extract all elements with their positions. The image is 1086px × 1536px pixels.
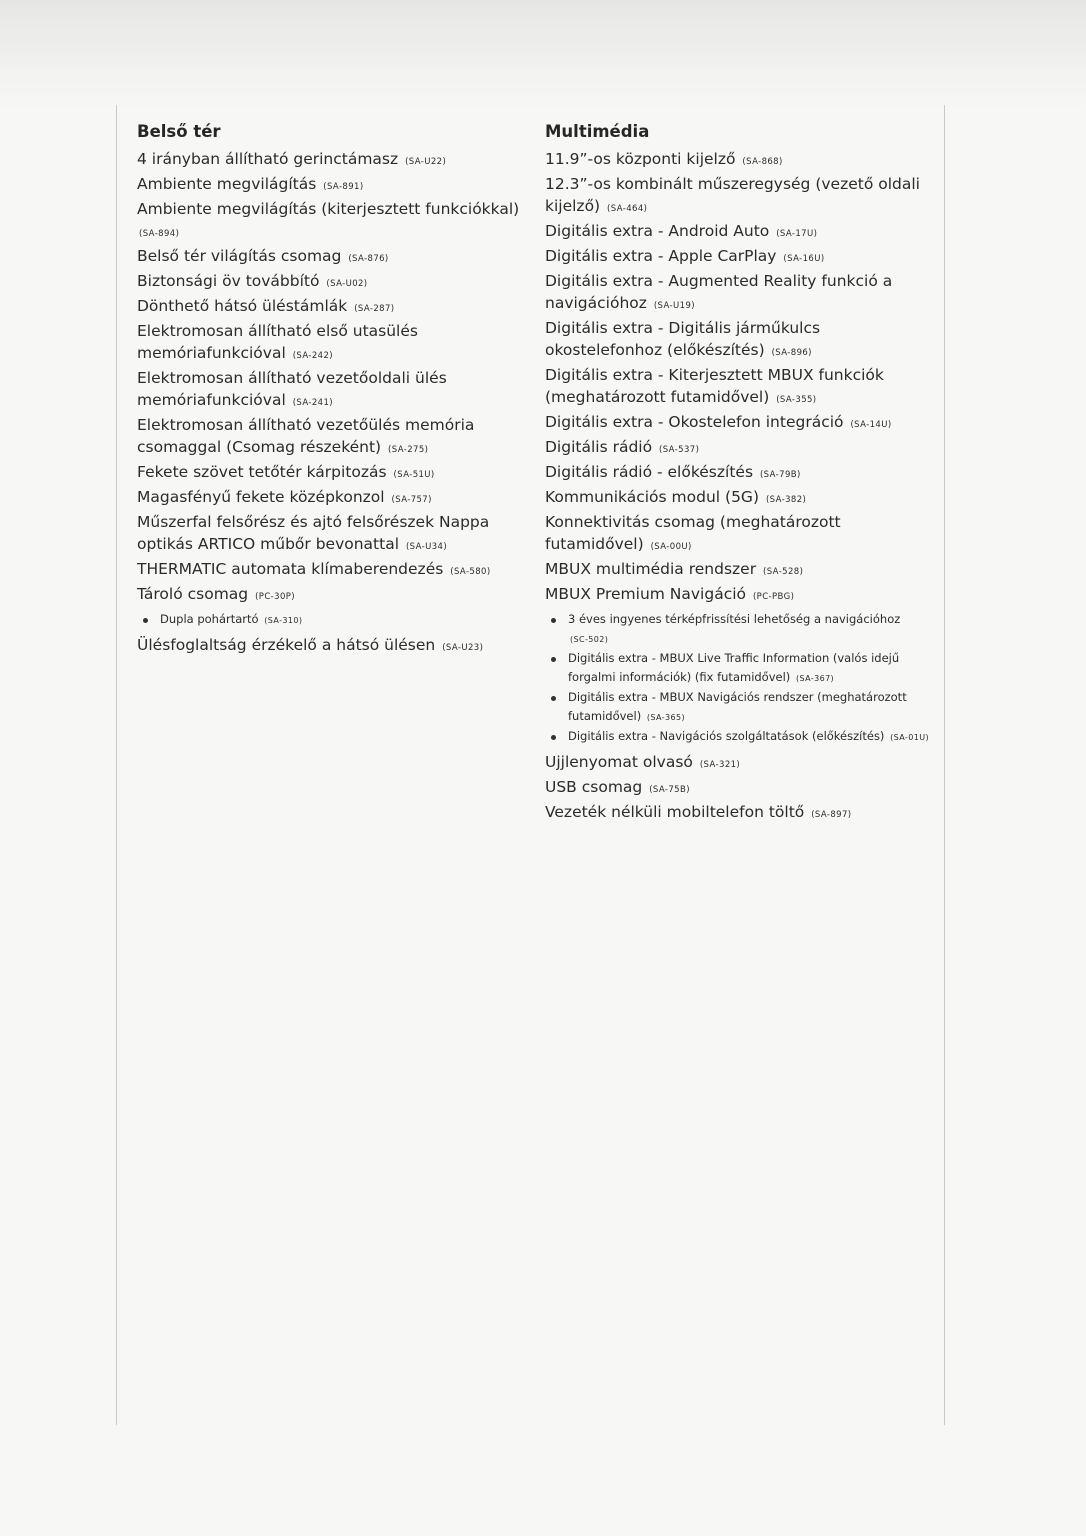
feature-item: Biztonsági öv továbbító (SA-U02)	[137, 272, 368, 290]
sub-feature-item: Digitális extra - Navigációs szolgáltatások (előkészítés) (SA-01U)	[545, 727, 930, 747]
feature-item: Digitális extra - Apple CarPlay (SA-16U)	[545, 247, 825, 265]
feature-item: 4 irányban állítható gerinctámasz (SA-U22)	[137, 150, 447, 168]
sub-feature-item: Dupla pohártartó (SA-310)	[137, 610, 522, 630]
scan-shading	[0, 0, 1086, 110]
feature-item: Digitális extra - Digitális járműkulcs okostelefonhoz (előkészítés) (SA-896)	[545, 319, 821, 359]
feature-item: Vezeték nélküli mobiltelefon töltő (SA-897)	[545, 803, 852, 821]
feature-item: USB csomag (SA-75B)	[545, 778, 690, 796]
package-contents	[137, 610, 522, 630]
feature-item: Digitális rádió - előkészítés (SA-79B)	[545, 463, 801, 481]
feature-item: Belső tér világítás csomag (SA-876)	[137, 247, 389, 265]
feature-item: Kommunikációs modul (5G) (SA-382)	[545, 488, 807, 506]
multimedia-section	[545, 122, 930, 826]
feature-item: Elektromosan állítható vezetőülés memória csomaggal (Csomag részeként) (SA-275)	[137, 416, 475, 456]
feature-item: Konnektivitás csomag (meghatározott futamidővel) (SA-00U)	[545, 513, 841, 553]
feature-item: MBUX multimédia rendszer (SA-528)	[545, 560, 804, 578]
feature-item: Elektromosan állítható első utasülés memóriafunkcióval (SA-242)	[137, 322, 418, 362]
feature-item: Digitális extra - Augmented Reality funkció a navigációhoz (SA-U19)	[545, 272, 893, 312]
feature-item: Dönthető hátsó üléstámlák (SA-287)	[137, 297, 395, 315]
feature-item: Fekete szövet tetőtér kárpitozás (SA-51U)	[137, 463, 435, 481]
section-heading: Multimédia	[545, 122, 650, 141]
section-heading: Belső tér	[137, 122, 221, 141]
feature-item: Ujjlenyomat olvasó (SA-321)	[545, 753, 741, 771]
feature-item: 11.9”-os központi kijelző (SA-868)	[545, 150, 783, 168]
feature-item: 12.3”-os kombinált műszeregység (vezető oldali kijelző) (SA-464)	[545, 175, 920, 215]
feature-item: MBUX Premium Navigáció (PC-PBG)	[545, 585, 795, 603]
sub-feature-item: Digitális extra - MBUX Navigációs rendszer (meghatározott futamidővel) (SA-365)	[545, 688, 930, 727]
sub-feature-item: 3 éves ingyenes térképfrissítési lehetőség a navigációhoz (SC-502)	[545, 610, 930, 649]
feature-item: Elektromosan állítható vezetőoldali ülés memóriafunkcióval (SA-241)	[137, 369, 447, 409]
feature-item: Tároló csomag (PC-30P)	[137, 585, 295, 603]
feature-item: Digitális extra - Kiterjesztett MBUX funkciók (meghatározott futamidővel) (SA-355)	[545, 366, 884, 406]
feature-item: Digitális extra - Okostelefon integráció (SA-14U)	[545, 413, 892, 431]
feature-item: Ambiente megvilágítás (SA-891)	[137, 175, 364, 193]
feature-item: Ülésfoglaltság érzékelő a hátsó ülésen (SA-U23)	[137, 636, 484, 654]
right-margin-rule	[944, 105, 945, 1425]
left-margin-rule	[116, 105, 117, 1425]
interior-section	[137, 122, 522, 659]
sub-feature-item: Digitális extra - MBUX Live Traffic Information (valós idejű forgalmi információk) (fix futamidővel) (SA-367)	[545, 649, 930, 688]
feature-item: THERMATIC automata klímaberendezés (SA-580)	[137, 560, 491, 578]
feature-item: Ambiente megvilágítás (kiterjesztett funkciókkal) (SA-894)	[137, 200, 520, 239]
feature-item: Magasfényű fekete középkonzol (SA-757)	[137, 488, 432, 506]
feature-item: Műszerfal felsőrész és ajtó felsőrészek Nappa optikás ARTICO műbőr bevonattal (SA-U34)	[137, 513, 490, 553]
package-contents	[545, 610, 930, 747]
feature-item: Digitális extra - Android Auto (SA-17U)	[545, 222, 818, 240]
feature-item: Digitális rádió (SA-537)	[545, 438, 700, 456]
